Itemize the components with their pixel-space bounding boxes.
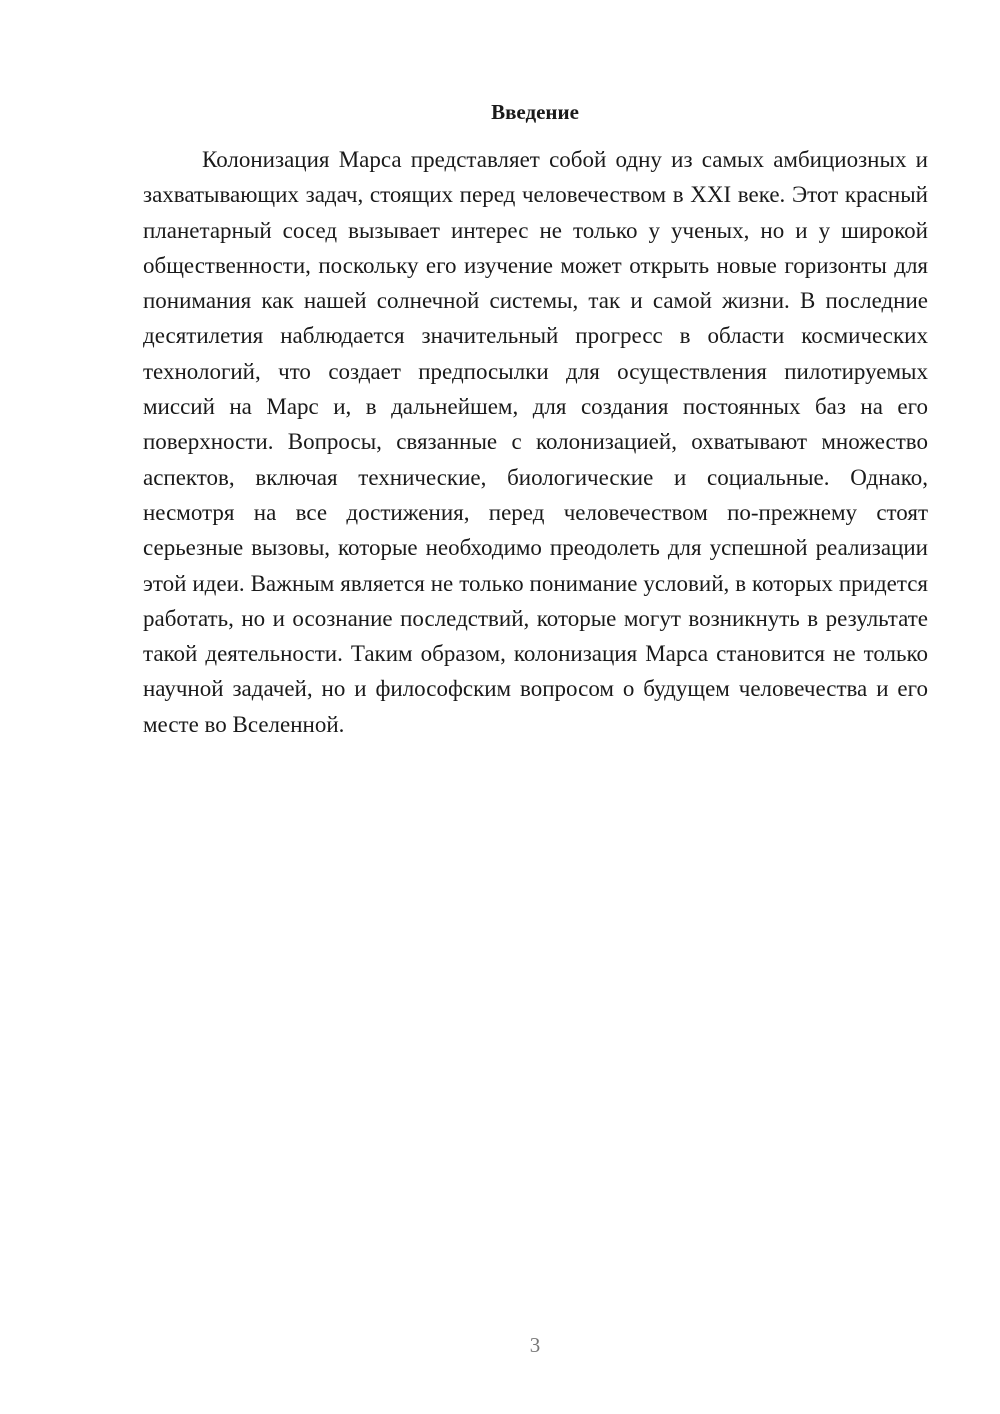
body-paragraph: Колонизация Марса представляет собой одну из самых амбициозных и захватывающих задач, стоящих перед человечеством в XXI веке. Этот красный планетарный сосед вызывает интерес не только у ученых, но и у широкой общественности, поскольку его изучение может открыть новые горизонты для понимания как нашей солнечной системы, так и самой жизни. В последние десятилетия наблюдается значительный прогресс в области космических технологий, что создает предпосылки для осуществления пилотируемых миссий на Марс и, в дальнейшем, для создания постоянных баз на его поверхности. Вопросы, связанные с колонизацией, охватывают множество аспектов, включая технические, биологические и социальные. Однако, несмотря на все достижения, перед человечеством по-прежнему стоят серьезные вызовы, которые необходимо преодолеть для успешной реализации этой идеи. Важным является не только понимание условий, в которых придется работать, но и осознание последствий, которые могут возникнуть в результате такой деятельности. Таким образом, колонизация Марса становится не только научной задачей, но и философским вопросом о будущем человечества и его месте во Вселенной. [143,147,928,737]
section-heading: Введение [491,100,579,124]
page-number: 3 [529,1333,541,1357]
